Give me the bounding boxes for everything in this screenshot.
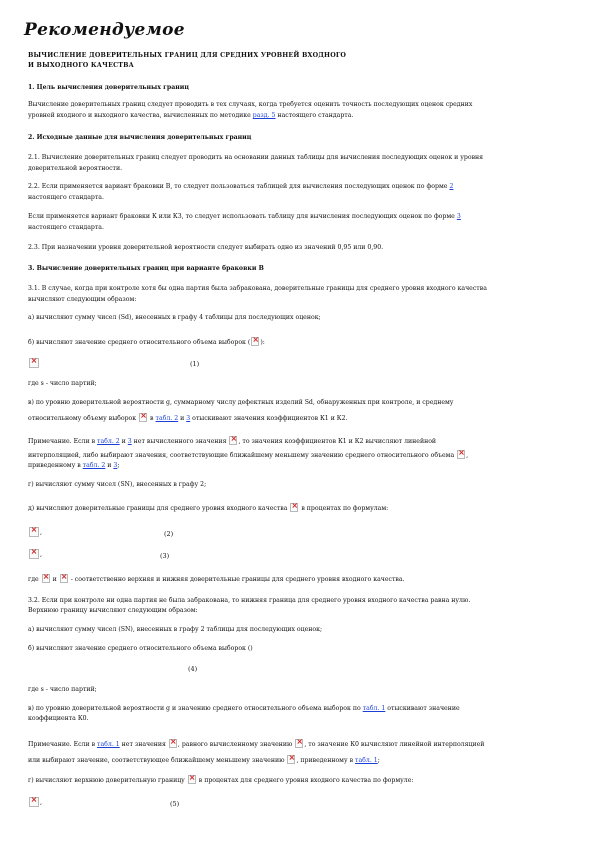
broken-image-icon <box>457 450 465 459</box>
broken-image-icon <box>29 358 39 368</box>
note-1: Примечание. Если в табл. 2 и 3 нет вычисленного значения ×, то значения коэффициентов К1 и К2 вычисляют линейной <box>28 436 565 447</box>
link-table-1[interactable]: табл. 1 <box>97 741 120 748</box>
where-s-1: где s - число партий; <box>28 380 97 387</box>
section-1-text-cont: уровней входного и выходного качества, вычисленных по методике разд. 5 настоящего стандарта. <box>28 112 354 119</box>
paragraph-2-2-k-cont: настоящего стандарта. <box>28 224 104 231</box>
item-3-1-b: б) вычисляют значение среднего относительного объема выборок (× ): <box>28 337 565 348</box>
item-3-2-a: а) вычисляют сумму чисел (SN), внесенных в графу 2 таблицы для последующих оценок; <box>28 626 323 633</box>
equation-number-3: (3) <box>160 552 170 560</box>
broken-image-icon <box>29 527 39 537</box>
broken-image-icon <box>251 337 259 346</box>
paragraph-2-2: 2.2. Если применяется вариант браковки В, то следует пользоваться таблицей для вычисления последующих оценок по форме 2 <box>28 183 454 190</box>
broken-image-icon <box>229 436 237 445</box>
link-table-2[interactable]: табл. 2 <box>155 415 179 422</box>
item-3-1-v-cont: относительному объему выборок × в табл. 2 и 3 отыскивают значения коэффициентов К1 и К2. <box>28 413 565 424</box>
paragraph-2-3: 2.3. При назначении уровня доверительной вероятности следует выбирать одно из значений 0,95 или 0,90. <box>28 244 384 251</box>
link-table-2[interactable]: табл. 2 <box>82 462 106 469</box>
paragraph-3-2: 3.2. Если при контроле ни одна партия не была забракована, то нижняя граница для среднего уровня входного качества равна нулю. <box>28 597 471 604</box>
link-table-3[interactable]: 3 <box>127 438 132 445</box>
broken-image-icon <box>139 413 147 422</box>
item-3-2-v: в) по уровню доверительной вероятности g и значению среднего относительного объема выборок по табл. 1 отыскивают значение <box>28 705 460 712</box>
where-s-2: где s - число партий; <box>28 686 97 693</box>
item-3-1-v: в) по уровню доверительной вероятности g, суммарному числу дефектных изделий Sd, обнаруженных при контроле, и среднему <box>28 399 454 406</box>
formula-1-row <box>28 358 565 369</box>
link-form-3[interactable]: 3 <box>456 213 461 220</box>
item-3-2-b: б) вычисляют значение среднего относительного объема выборок () <box>28 645 253 652</box>
link-table-1[interactable]: табл. 1 <box>355 757 378 764</box>
item-3-1-a: а) вычисляют сумму чисел (Sd), внесенных в графу 4 таблицы для последующих оценок; <box>28 314 321 321</box>
broken-image-icon <box>169 739 177 748</box>
equation-number-1: (1) <box>190 360 200 368</box>
paragraph-2-2-cont: настоящего стандарта. <box>28 194 104 201</box>
equation-number-4: (4) <box>188 665 198 673</box>
item-3-1-d: д) вычисляют доверительные границы для среднего уровня входного качества × в процентах по формулам: <box>28 503 565 514</box>
paragraph-3-1: 3.1. В случае, когда при контроле хотя бы одна партия была забракована, доверительные границы для среднего уровня входного качества <box>28 285 487 292</box>
link-table-3[interactable]: 3 <box>113 462 118 469</box>
link-table-2[interactable]: табл. 2 <box>97 438 120 445</box>
section-1-title: 1. Цель вычисления доверительных границ <box>28 84 189 91</box>
section-3-title: 3. Вычисление доверительных границ при варианте браковки В <box>28 265 264 272</box>
appendix-heading-line2: И ВЫХОДНОГО КАЧЕСТВА <box>28 62 135 69</box>
link-section-5[interactable]: разд. 5 <box>252 112 276 119</box>
note-2: Примечание. Если в табл. 1 нет значения ×, равного вычисленному значению ×, то значение К0 вычисляют линейной интерполяцией <box>28 739 565 750</box>
item-3-1-g: г) вычисляют сумму чисел (SN), внесенных в графу 2; <box>28 481 207 488</box>
link-table-3[interactable]: 3 <box>186 415 191 422</box>
broken-image-icon <box>188 775 196 784</box>
equation-number-5: (5) <box>170 800 180 808</box>
broken-image-icon <box>290 503 298 512</box>
equation-number-2: (2) <box>164 530 174 538</box>
section-2-title: 2. Исходные данные для вычисления доверительных границ <box>28 134 252 141</box>
formula-3-row: ×, <box>28 549 565 560</box>
broken-image-icon <box>287 755 295 764</box>
note-2-cont: или выбирают значение, соответствующее ближайшему меньшему значению ×, приведенному в табл. 1; <box>28 755 565 766</box>
note-1-cont: интерполяцией, либо выбирают значения, соответствующие ближайшему меньшему значению среднего относительного объема ×, <box>28 450 565 461</box>
page-title: Рекомендуемое <box>24 20 185 40</box>
note-1-end: приведенному в табл. 2 и 3; <box>28 462 120 469</box>
broken-image-icon <box>29 797 39 807</box>
paragraph-2-1-cont: доверительной вероятности. <box>28 165 123 172</box>
link-form-2[interactable]: 2 <box>449 183 454 190</box>
paragraph-3-1-cont: вычисляют следующим образом: <box>28 296 137 303</box>
formula-5-row: ×, <box>28 797 565 808</box>
broken-image-icon <box>29 549 39 559</box>
section-1-text: Вычисление доверительных границ следует проводить в тех случаях, когда требуется оценить точность последующих оценок средних <box>28 101 473 108</box>
broken-image-icon <box>60 574 68 583</box>
paragraph-3-2-cont: Верхнюю границу вычисляют следующим образом: <box>28 607 198 614</box>
item-3-2-g: г) вычисляют верхнюю доверительную границу × в процентах для среднего уровня входного качества по формуле: <box>28 775 565 786</box>
broken-image-icon <box>295 739 303 748</box>
link-table-1[interactable]: табл. 1 <box>362 705 386 712</box>
paragraph-2-1: 2.1. Вычисление доверительных границ следует проводить на основании данных таблицы для вычисления последующих оценок и уровня <box>28 154 484 161</box>
formula-2-row: ×, <box>28 527 565 538</box>
paragraph-2-2-k: Если применяется вариант браковки К или К3, то следует использовать таблицу для вычисления последующих оценок по форме 3 <box>28 213 461 220</box>
broken-image-icon <box>42 574 50 583</box>
where-bounds: где × и × - соответственно верхняя и нижняя доверительные границы для среднего уровня входного качества. <box>28 574 565 585</box>
appendix-heading-line1: ВЫЧИСЛЕНИЕ ДОВЕРИТЕЛЬНЫХ ГРАНИЦ ДЛЯ СРЕДНИХ УРОВНЕЙ ВХОДНОГО <box>28 52 347 59</box>
item-3-2-v-cont: коэффициента К0. <box>28 715 89 722</box>
